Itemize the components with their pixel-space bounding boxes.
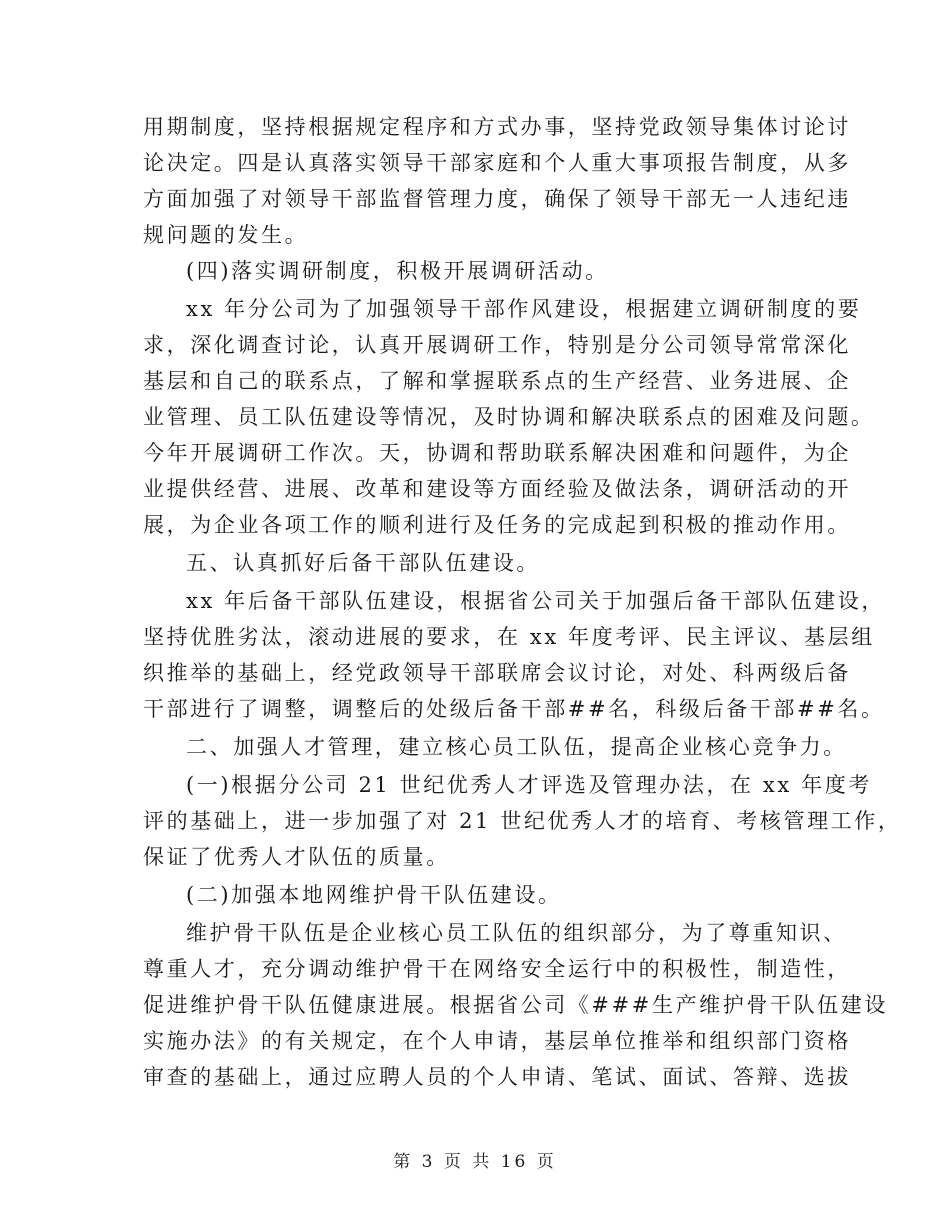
paragraph-line: 干部进行了调整，调整后的处级后备干部##名，科级后备干部##名。 [143,697,885,721]
paragraph-line: 基层和自己的联系点，了解和掌握联系点的生产经营、业务进展、企 [143,369,851,393]
paragraph-line: 论决定。四是认真落实领导干部家庭和个人重大事项报告制度，从多 [143,151,851,175]
paragraph-line: 保证了优秀人才队伍的质量。 [143,845,450,869]
paragraph-line: 展，为企业各项工作的顺利进行及任务的完成起到积极的推动作用。 [143,513,851,537]
paragraph-line: 织推举的基础上，经党政领导干部联席会议讨论，对处、科两级后备 [143,661,851,685]
paragraph-line: 业提供经营、进展、改革和建设等方面经验及做法条，调研活动的开 [143,477,851,501]
paragraph-line: 用期制度，坚持根据规定程序和方式办事，坚持党政领导集体讨论讨 [143,115,851,139]
section-heading: 五、认真抓好后备干部队伍建设。 [186,551,540,575]
section-heading: 二、加强人才管理，建立核心员工队伍，提高企业核心竞争力。 [186,735,847,759]
paragraph-line: xx 年后备干部队伍建设，根据省公司关于加强后备干部队伍建设， [186,589,885,613]
paragraph-line: 评的基础上，进一步加强了对 21 世纪优秀人才的培育、考核管理工作， [143,809,902,833]
paragraph-line: 业管理、员工队伍建设等情况，及时协调和解决联系点的困难及问题。 [143,405,875,429]
section-heading: (四)落实调研制度，积极开展调研活动。 [186,259,609,283]
paragraph-line: 坚持优胜劣汰，滚动进展的要求，在 xx 年度考评、民主评议、基层组 [143,625,875,649]
paragraph-line: 今年开展调研工作次。天，协调和帮助联系解决困难和问题件，为企 [143,441,851,465]
paragraph-line: 尊重人才，充分调动维护骨干在网络安全运行中的积极性，制造性， [143,957,851,981]
paragraph-line: 实施办法》的有关规定，在个人申请，基层单位推举和组织部门资格 [143,1029,851,1053]
paragraph-line: xx 年分公司为了加强领导干部作风建设，根据建立调研制度的要 [186,297,862,321]
paragraph-line: (一)根据分公司 21 世纪优秀人才评选及管理办法，在 xx 年度考 [186,773,872,797]
page-number-footer: 第 3 页 共 16 页 [393,1152,557,1172]
section-heading: (二)加强本地网维护骨干队伍建设。 [186,883,562,907]
paragraph-line: 求，深化调查讨论，认真开展调研工作，特别是分公司领导常常深化 [143,333,851,357]
paragraph-line: 维护骨干队伍是企业核心员工队伍的组织部分，为了尊重知识、 [186,921,847,945]
paragraph-line: 促进维护骨干队伍健康进展。根据省公司《###生产维护骨干队伍建设 [143,993,888,1017]
paragraph-line: 审查的基础上，通过应聘人员的个人申请、笔试、面试、答辩、选拔 [143,1065,851,1089]
paragraph-line: 方面加强了对领导干部监督管理力度，确保了领导干部无一人违纪违 [143,187,851,211]
paragraph-line: 规问题的发生。 [143,223,309,247]
